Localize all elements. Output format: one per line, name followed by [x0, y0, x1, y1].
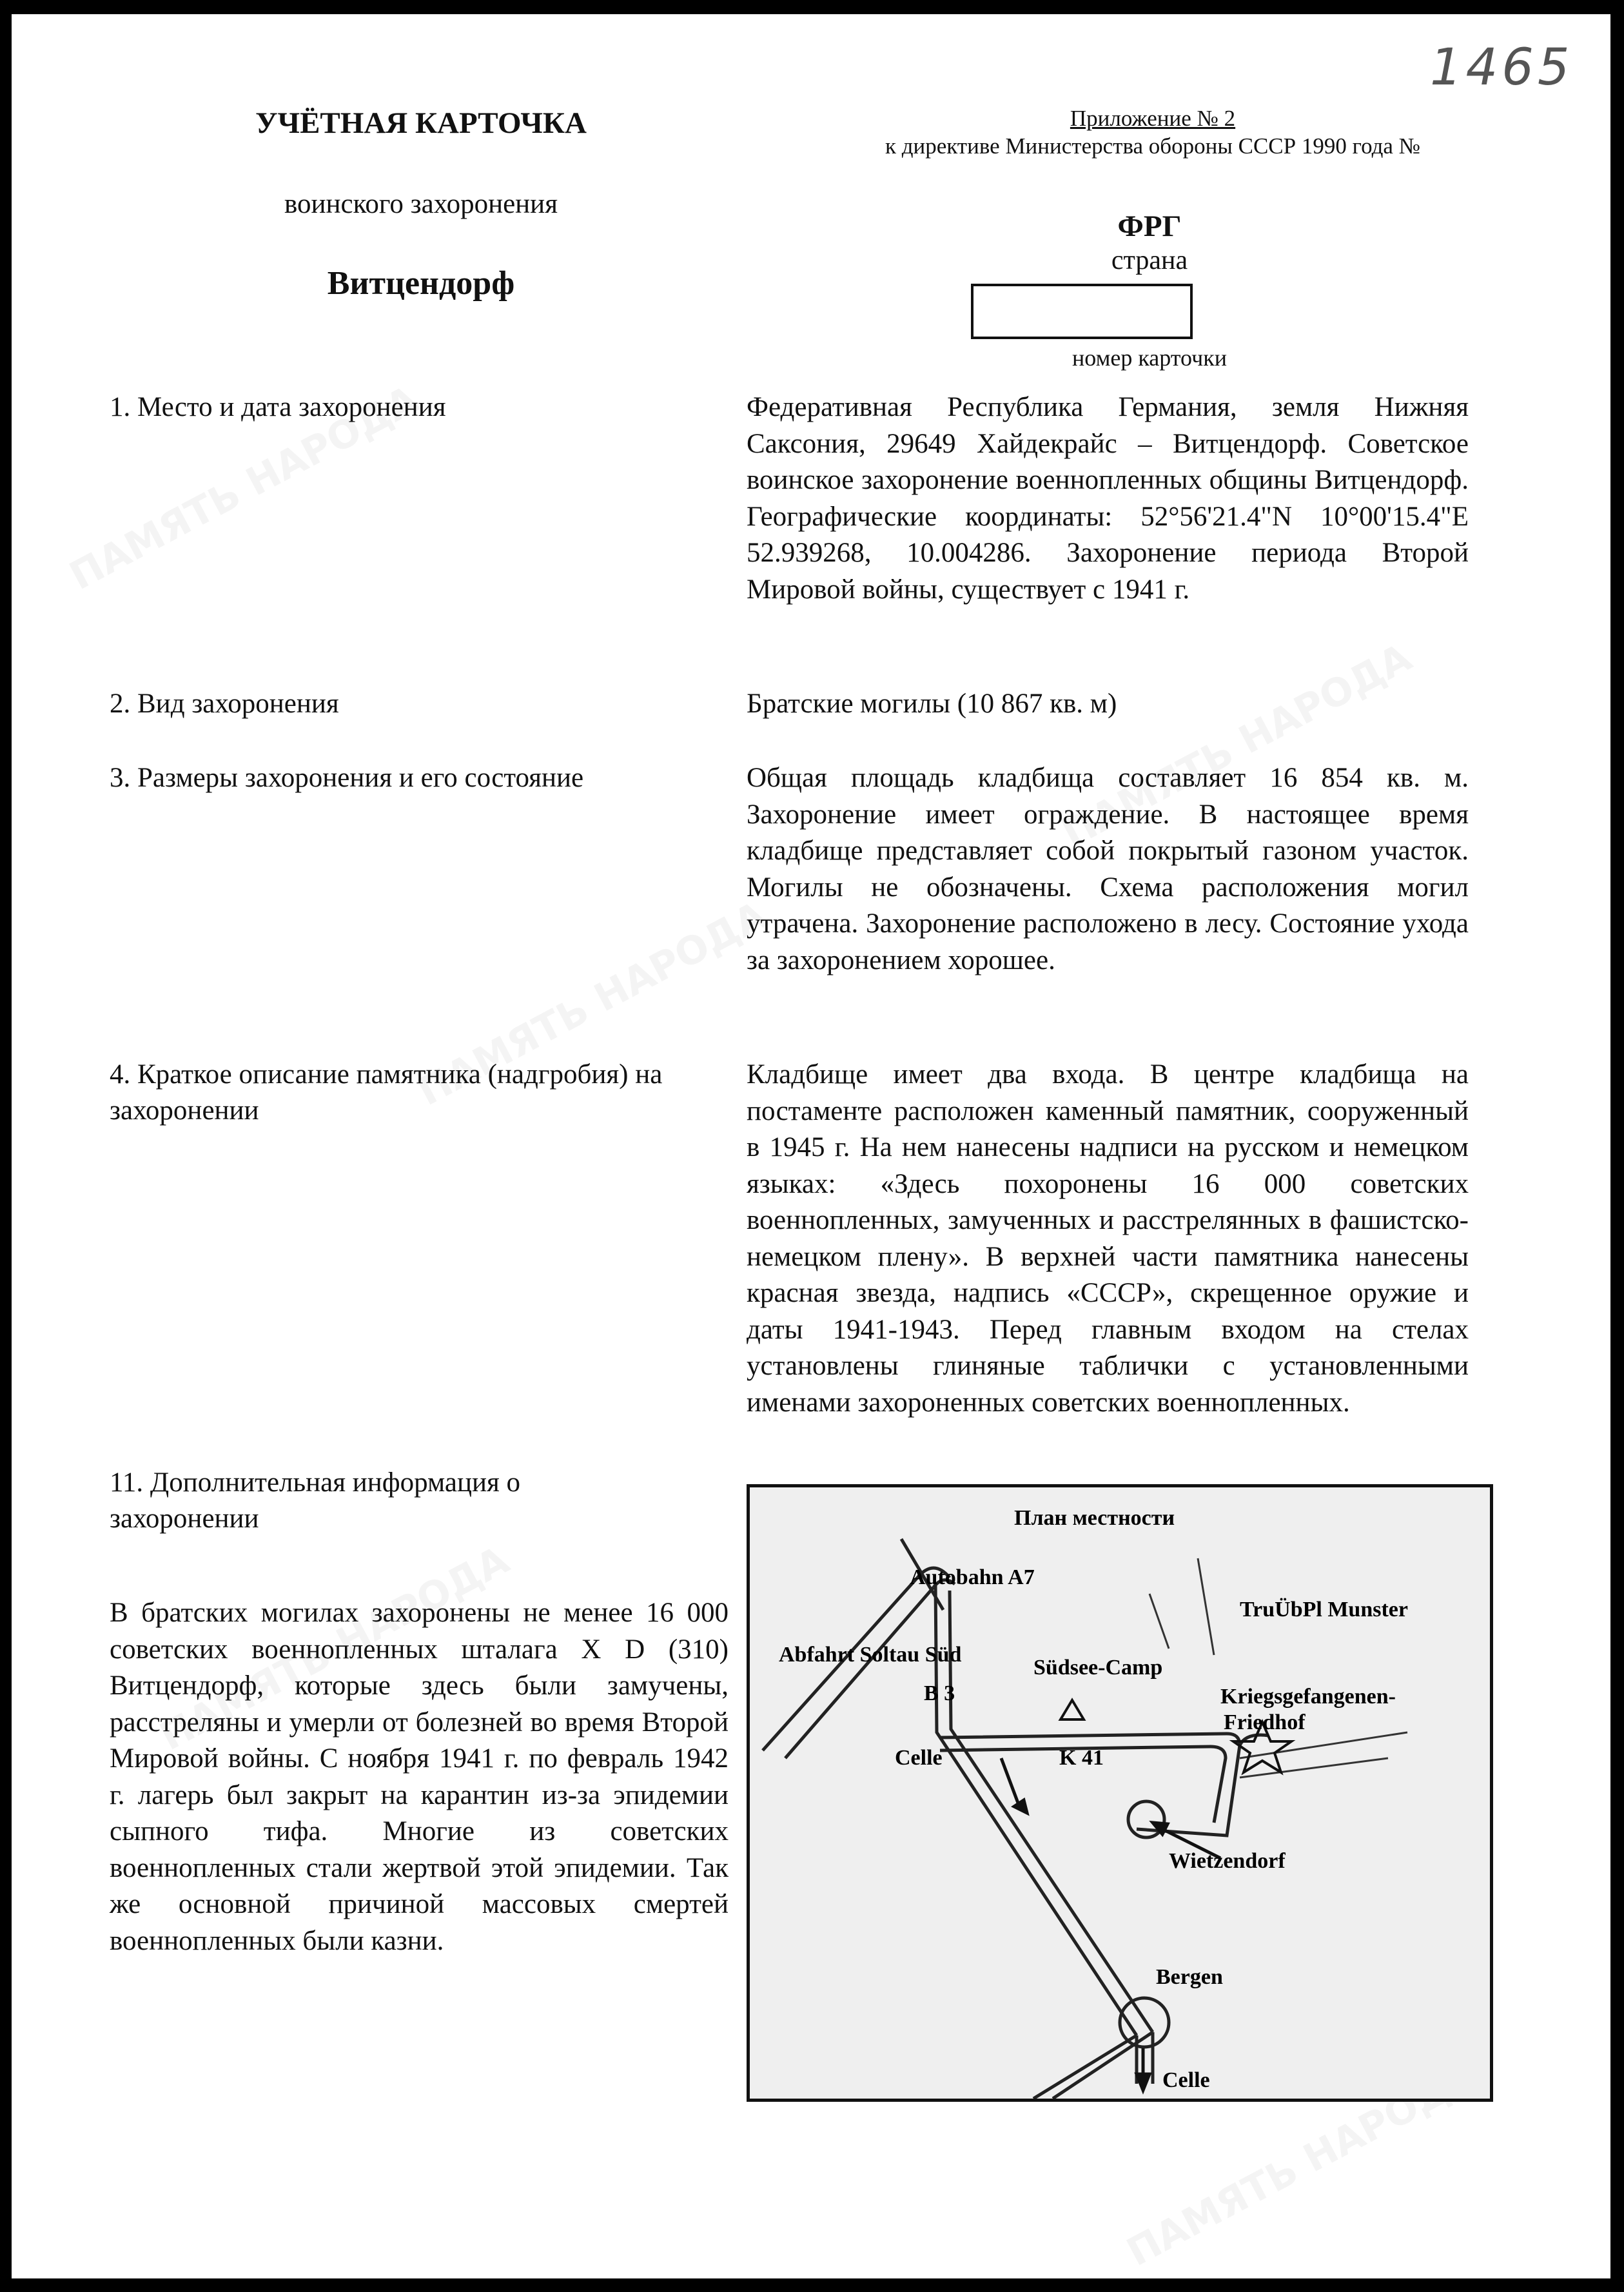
country-value: ФРГ [1117, 210, 1182, 243]
directive-line: к директиве Министерства обороны СССР 1990 года № [885, 133, 1421, 159]
section-label: 1. Место и дата захоронения [110, 392, 446, 422]
map-label-b3: B 3 [924, 1681, 955, 1705]
additional-info-text: В братских могилах захоронены не менее 16 000 советских военнопленных шталага Х D (310) Витцендорф, которые здесь были замучены, расстреляны и умерли от болезней во время Второй Мировой войны. С ноября 1941 г. по февраль 1942 г. лагерь был закрыт на карантин из-за эпидемии сыпного тифа. Многие из советских военнопленных стали жертвой этой эпидемии. Так же основной причиной массовых смертей военнопленных были казни. [110, 1598, 729, 1956]
card-title: УЧЁТНАЯ КАРТОЧКА [255, 106, 587, 140]
handwritten-page-number: 1465 [1430, 39, 1574, 97]
terrain-lines [1150, 1558, 1407, 1778]
map-title: План местности [1014, 1506, 1175, 1530]
map-label-autobahn: Autobahn A7 [910, 1565, 1035, 1589]
camp-triangle-icon [1061, 1700, 1084, 1719]
map-label-k41: K 41 [1059, 1746, 1104, 1770]
map-label-friedhof: Friedhof [1224, 1710, 1306, 1734]
section-label: 4. Краткое описание памятника (надгробия) на захоронении [110, 1059, 663, 1126]
additional-info-label: 11. Дополнительная информация о захоронении [110, 1467, 521, 1534]
burial-place-name: Витцендорф [327, 265, 515, 302]
map-label-kriegs: Kriegsgefangenen- [1220, 1685, 1396, 1709]
section-value: Общая площадь кладбища составляет 16 854 кв. м. Захоронение имеет ограждение. В настоящее время кладбище представляет собой покрытый газоном участок. Могилы не обозначены. Схема расположения могил утрачена. Захоронение расположено в лесу. Состояние ухода за захоронением хорошее. [747, 763, 1469, 975]
map-label-suedsee: Südsee-Camp [1033, 1656, 1163, 1680]
card-number-label: номер карточки [1072, 345, 1227, 371]
section-label: 3. Размеры захоронения и его состояние [110, 763, 584, 793]
card-subtitle: воинского захоронения [284, 189, 558, 219]
map-label-wietzendorf: Wietzendorf [1169, 1849, 1286, 1873]
document-page [12, 14, 1610, 2278]
section-value: Кладбище имеет два входа. В центре кладбища на постаменте расположен каменный памятник, сооруженный в 1945 г. На нем нанесены надписи на русском и немецком языках: «Здесь похоронены 16 000 советских военнопленных, замученных и расстрелянных в фашистско-немецком плену». В верхней части памятника нанесены красная звезда, надпись «СССР», скрещенное оружие и даты 1941-1943. Перед главным входом на стелах установлены глиняные таблички с установленными именами захороненных советских военнопленных. [747, 1059, 1469, 1418]
map-label-bergen: Bergen [1156, 1965, 1223, 1989]
section-value: Федеративная Республика Германия, земля Нижняя Саксония, 29649 Хайдекрайс – Витцендорф. Советское воинское захоронение военнопленных общины Витцендорф. Географические координаты: 52°56'21.4"N 10°00'15.4"E 52.939268, 10.004286. Захоронение периода Второй Мировой войны, существует с 1941 г. [747, 392, 1469, 605]
section-value: Братские могилы (10 867 кв. м) [747, 689, 1117, 719]
map-label-celle-south: Celle [1162, 2068, 1210, 2092]
map-label-abfahrt: Abfahrt Soltau Süd [779, 1643, 962, 1667]
section-label: 2. Вид захоронения [110, 689, 339, 719]
direction-arrows [1001, 1758, 1220, 2093]
map-label-celle: Celle [895, 1746, 943, 1770]
card-number-box [971, 284, 1193, 339]
location-map [747, 1484, 1493, 2102]
appendix-line: Приложение № 2 [1070, 106, 1236, 131]
country-label: страна [1111, 246, 1188, 275]
map-label-truebpl: TruÜbPl Munster [1240, 1598, 1408, 1621]
